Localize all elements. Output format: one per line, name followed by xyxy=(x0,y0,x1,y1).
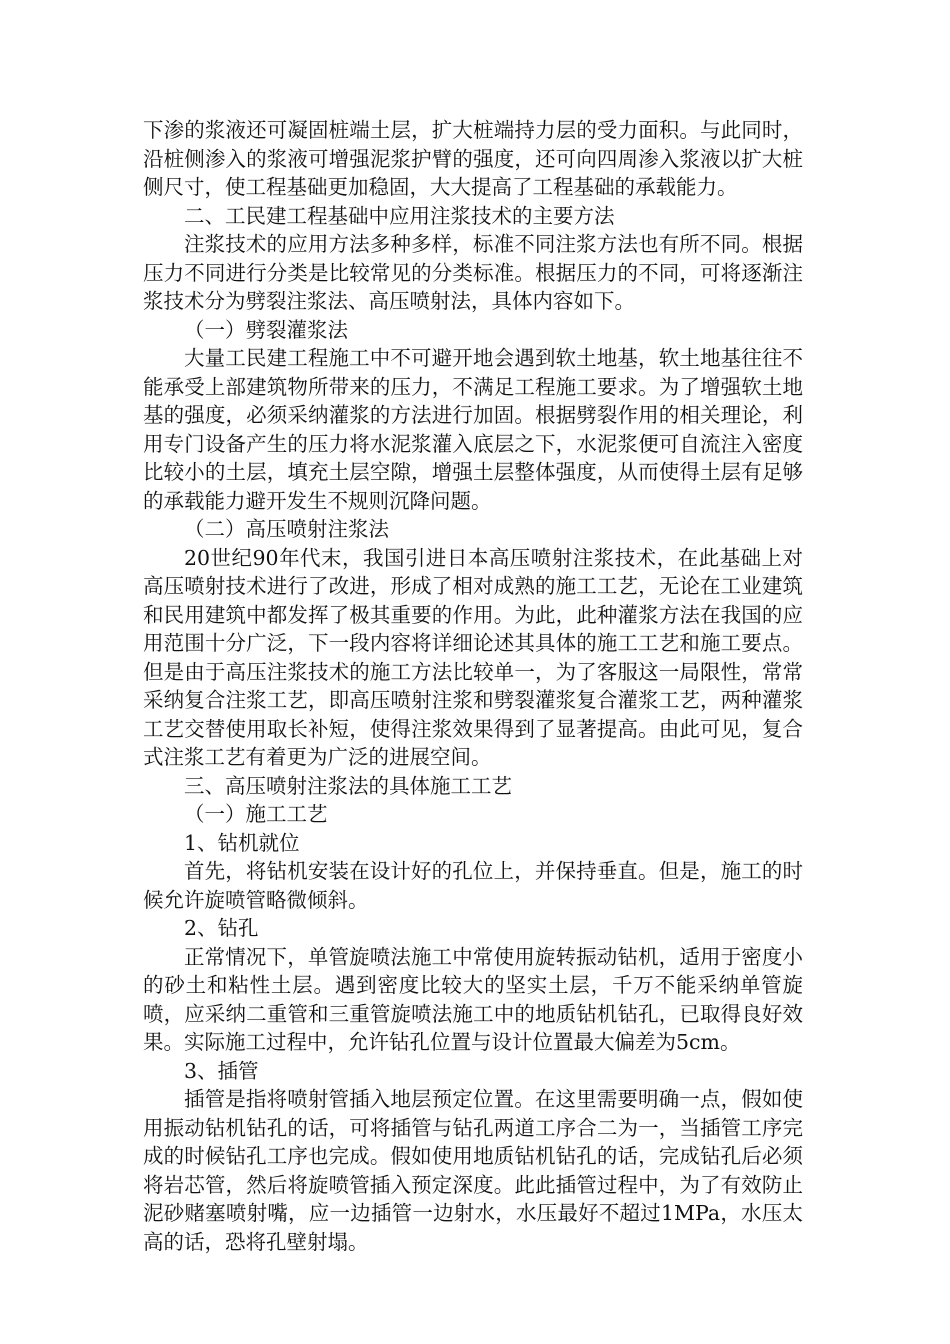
section-heading-3: 三、高压喷射注浆法的具体施工工艺 xyxy=(184,773,512,798)
subsection-heading-split-grouting: （一）劈裂灌浆法 xyxy=(184,317,348,342)
section-heading-2: 二、工民建工程基础中应用注浆技术的主要方法 xyxy=(184,203,615,228)
paragraph-continuation: 下渗的浆液还可凝固桩端土层，扩大桩端持力层的受力面积。与此同时，沿桩侧渗入的浆液可增强泥浆护臂的强度，还可向四周渗入浆液以扩大桩侧尺寸，使工程基础更加稳固，大大提高了工程基础的承载能力。 xyxy=(143,118,803,199)
paragraph-split-grouting: 大量工民建工程施工中不可避开地会遇到软土地基，软土地基往往不能承受上部建筑物所带来的压力，不满足工程施工要求。为了增强软土地基的强度，必须采纳灌浆的方法进行加固。根据劈裂作用的相关理论，利用专门设备产生的压力将水泥浆灌入底层之下，水泥浆便可自流注入密度比较小的土层，填充土层空隙，增强土层整体强度，从而使得土层有足够的承载能力避开发生不规则沉降问题。 xyxy=(143,346,803,513)
paragraph-pipe-insertion: 插管是指将喷射管插入地层预定位置。在这里需要明确一点，假如使用振动钻机钻孔的话，可将插管与钻孔两道工序合二为一，当插管工序完成的时候钻孔工序也完成。假如使用地质钻机钻孔的话，完成钻孔后必须将岩芯管，然后将旋喷管插入预定深度。此此插管过程中，为了有效防止泥砂赌塞喷射嘴，应一边插管一边射水，水压最好不超过1MPa，水压太高的话，恐将孔壁射塌。 xyxy=(143,1087,803,1254)
paragraph-drilling: 正常情况下，单管旋喷法施工中常使用旋转振动钻机，适用于密度小的砂土和粘性土层。遇到密度比较大的坚实土层，千万不能采纳单管旋喷，应采纳二重管和三重管旋喷法施工中的地质钻机钻孔，已取得良好效果。实际施工过程中，允许钻孔位置与设计位置最大偏差为5cm。 xyxy=(143,944,803,1054)
paragraph-grouting-methods: 注浆技术的应用方法多种多样，标准不同注浆方法也有所不同。根据压力不同进行分类是比较常见的分类标准。根据压力的不同，可将逐渐注浆技术分为劈裂注浆法、高压喷射法，具体内容如下。 xyxy=(143,232,803,313)
paragraph-drill-positioning: 首先，将钻机安装在设计好的孔位上，并保持垂直。但是，施工的时候允许旋喷管略微倾斜。 xyxy=(143,859,803,912)
step-heading-pipe-insertion: 3、插管 xyxy=(184,1058,259,1083)
document-body xyxy=(143,116,803,1256)
subsection-heading-process: （一）施工工艺 xyxy=(184,802,328,826)
step-heading-drilling: 2、钻孔 xyxy=(184,916,259,940)
subsection-heading-jet-grouting: （二）高压喷射注浆法 xyxy=(184,517,389,541)
step-heading-drill-positioning: 1、钻机就位 xyxy=(184,830,300,855)
paragraph-jet-grouting: 20世纪90年代末，我国引进日本高压喷射注浆技术，在此基础上对高压喷射技术进行了改进，形成了相对成熟的施工工艺，无论在工业建筑和民用建筑中都发挥了极其重要的作用。为此，此种灌浆方法在我国的应用范围十分广泛，下一段内容将详细论述其具体的施工工艺和施工要点。但是由于高压注浆技术的施工方法比较单一，为了客服这一局限性，常常采纳复合注浆工艺，即高压喷射注浆和劈裂灌浆复合灌浆工艺，两种灌浆工艺交替使用取长补短，使得注浆效果得到了显著提高。由此可见，复合式注浆工艺有着更为广泛的进展空间。 xyxy=(143,545,803,769)
